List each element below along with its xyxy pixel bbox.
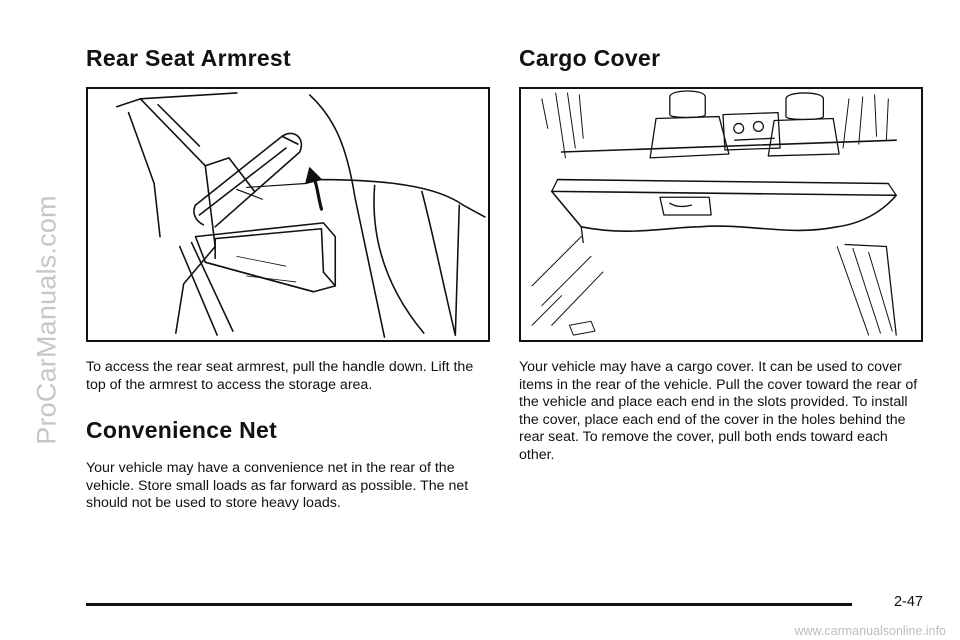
armrest-figure	[86, 87, 490, 342]
cargo-cover-paragraph: Your vehicle may have a cargo cover. It can be used to cover items in the rear of the vehicle. Pull the cover toward the rear of the vehicle and place each end in the slots provided. To install the cover, place each end of the cover in the holes behind the rear seat. To remove the cover, pull both ends toward each other.	[519, 359, 918, 463]
footer-rule	[86, 603, 852, 606]
armrest-heading: Rear Seat Armrest	[86, 45, 291, 71]
right-column	[519, 42, 923, 464]
convenience-net-paragraph: Your vehicle may have a convenience net in the rear of the vehicle. Store small loads as far forward as possible. The net should not be used to store heavy loads.	[86, 460, 469, 511]
page-number: 2-47	[893, 594, 923, 610]
convenience-net-heading: Convenience Net	[86, 417, 278, 443]
armrest-paragraph: To access the rear seat armrest, pull the handle down. Lift the top of the armrest to access the storage area.	[86, 359, 474, 393]
left-column	[86, 42, 490, 513]
cargo-cover-illustration	[521, 89, 921, 340]
site-watermark: www.carmanualsonline.info	[794, 624, 946, 638]
cargo-cover-figure	[519, 87, 923, 342]
cargo-cover-heading: Cargo Cover	[519, 45, 661, 71]
armrest-illustration	[88, 89, 488, 340]
side-watermark: ProCarManuals.com	[31, 195, 62, 445]
